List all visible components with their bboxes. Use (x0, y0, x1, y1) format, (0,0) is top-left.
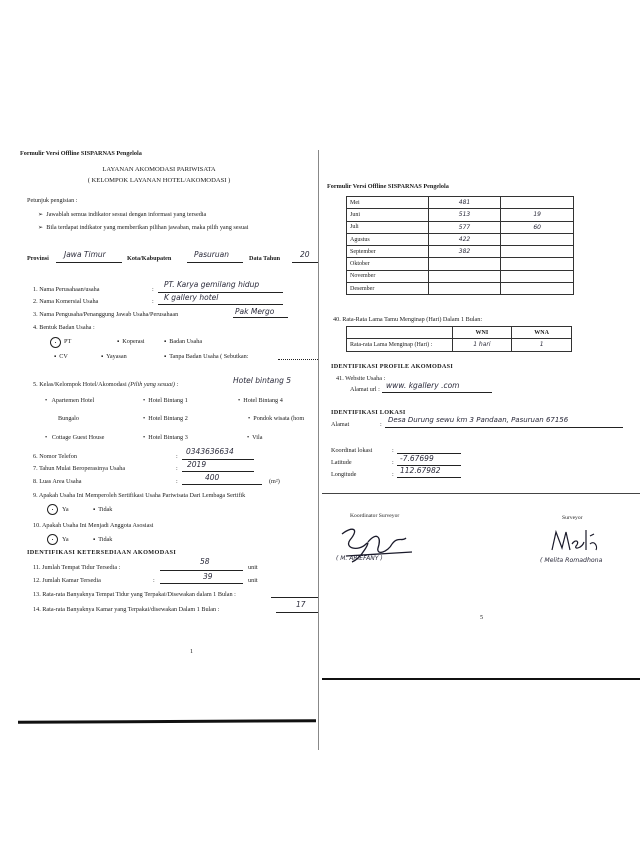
month-row (347, 283, 574, 295)
col-wni: WNI (452, 327, 512, 339)
avg-stay-row-label: Rata-rata Lama Menginap (Hari) : (347, 339, 453, 351)
city-value: Pasuruan (194, 250, 229, 259)
unit-label: unit (248, 577, 258, 584)
month-wna-value: 60 (501, 221, 574, 233)
page-number: 5 (480, 614, 484, 621)
class-option: • Hotel Bintang 4 (238, 397, 283, 404)
month-wni-value: 422 (428, 233, 501, 245)
selected-option-marker: • (47, 504, 58, 515)
lon-value: 112.67982 (400, 466, 441, 475)
left-form-page: Formulir Versi Offline SISPARNAS Pengelola LAYANAN AKOMODASI PARIWISATA ( KELOMPOK LAYANAN HOTEL/AKOMODASI ) Petunjuk pengisian : ➢ Jawablah semua indikator sesuai dengan informasi yang tersedia ➢ Bila terdapat indikator yang memberikan pilihan jawaban, maka pilih yang sesuai Provinsi Jawa Timur Kota/Kabupaten Pasuruan Data Tahun 20 1. Nama Perusahaan/usaha : PT. Karya gemilang hidup 2. Nama Komersial Usaha : K gallery hotel 3. Nama Pengusaha/Penanggung Jawab Usaha/Perusahaan Pak Mergo 4. Bentuk Badan Usaha : • PT ▪ Koperasi ▪ Badan Usaha ▪ CV ▪ Yayasan ▪ Tanpa Badan Usaha ( Sebutkan: 5. Kelas/Kelompok Hotel/Akomodasi (Pilih yang sesuai) : Hotel bintang 5 • Apartemen Hotel • Hotel Bintang 1 • Hotel Bintang 4 Bungalo • Hotel Bintang 2 • Pondok wisata (hom • Cottage Guest House • Hotel Bintang 3 • Vila 6. Nomor Telefon : 0343636634 7. Tahun Mulai Beroperasinya Usaha : 2019 8. Luas Area Usaha : 400 (m²) 9. Apakah Usaha Ini Memperoleh Sertifikasi Usaha Pariwisata Dari Lembaga Sertifik • Ya ▪ Tidak 10. Apakah Usaha Ini Menjadi Anggota Asosiasi • Ya ▪ Tidak IDENTIFIKASI KETERSEDIAAN AKOMODASI 11. Jumlah Tempat Tidur Tersedia : 58 unit 12. Jumlah Kamar Tersedia : 39 unit 13. Rata-rata Banyaknya Tempat Tidur yang Terpakai/Disewakan dalam 1 Bulan : 14. Rata-rata Banyaknya Kamar yang Terpakai/disewakan Dalam 1 Bulan : 17 1 (0, 0, 318, 843)
month-row (347, 270, 574, 282)
selected-option-marker: • (47, 534, 58, 545)
month-row (347, 258, 574, 270)
url-value: www. kgallery .com (386, 381, 460, 390)
col-wna: WNA (512, 327, 572, 339)
month-name: November (347, 270, 429, 282)
q3-value: Pak Mergo (235, 307, 275, 316)
month-row (347, 246, 574, 258)
page-divider (318, 150, 319, 750)
surveyor-name: ( Melita Romadhona (540, 557, 603, 564)
instruction-item: ➢ Jawablah semua indikator sesuai dengan informasi yang tersedia (38, 211, 207, 218)
q11-label: 11. Jumlah Tempat Tidur Tersedia : (33, 564, 121, 571)
class-option: • Hotel Bintang 1 (143, 397, 188, 404)
class-option: • Hotel Bintang 3 (143, 434, 188, 441)
month-wni-value: 481 (428, 197, 501, 209)
month-wni-value: 513 (428, 209, 501, 221)
instruction-item: ➢ Bila terdapat indikator yang memberikan pilihan jawaban, maka pilih yang sesuai (38, 224, 249, 231)
scan-edge (322, 678, 640, 680)
q6-value: 0343636634 (186, 447, 234, 456)
option-cv: ▪ CV (54, 353, 68, 360)
city-label: Kota/Kabupaten (127, 255, 172, 262)
class-option: • Cottage Guest House (45, 434, 105, 441)
class-option: • Hotel Bintang 2 (143, 415, 188, 422)
monthly-guest-table (346, 196, 574, 295)
q13-label: 13. Rata-rata Banyaknya Tempat Tidur yang Terpakai/Disewakan dalam 1 Bulan : (33, 591, 236, 598)
month-name: Agustus (347, 233, 429, 245)
month-name: Juni (347, 209, 429, 221)
q11-value: 58 (200, 557, 210, 566)
q3-label: 3. Nama Pengusaha/Penanggung Jawab Usaha/Perusahaan (33, 311, 179, 318)
class-option: Bungalo (58, 415, 79, 422)
lat-label: Latitude (331, 459, 352, 466)
q8-label: 8. Luas Area Usaha (33, 478, 82, 485)
class-option: • Vila (247, 434, 263, 441)
month-wna-value (501, 233, 574, 245)
month-row (347, 209, 574, 221)
month-wni-value: 577 (428, 221, 501, 233)
section-title: IDENTIFIKASI KETERSEDIAAN AKOMODASI (27, 549, 177, 556)
q12-value: 39 (203, 572, 213, 581)
coord-label: Koordinat lokasi (331, 447, 373, 454)
option-yes: Ya (62, 506, 69, 513)
empty-header-cell (347, 327, 453, 339)
scan-edge (18, 719, 316, 724)
lon-label: Longitude (331, 471, 357, 478)
surveyor-label: Surveyor (562, 515, 583, 521)
month-row (347, 221, 574, 233)
q1-value: PT. Karya gemilang hidup (164, 280, 260, 289)
month-wna-value (501, 270, 574, 282)
month-wna-value (501, 197, 574, 209)
q9-label: 9. Apakah Usaha Ini Memperoleh Sertifikasi Usaha Pariwisata Dari Lembaga Sertifik (33, 492, 246, 499)
month-wni-value (428, 258, 501, 270)
avg-stay-table (346, 326, 572, 352)
option-koperasi: ▪ Koperasi (117, 338, 145, 345)
province-value: Jawa Timur (64, 250, 106, 259)
month-wni-value (428, 283, 501, 295)
q4-label: 4. Bentuk Badan Usaha : (33, 324, 95, 331)
month-wna-value (501, 283, 574, 295)
option-yayasan: ▪ Yayasan (101, 353, 127, 360)
q7-value: 2019 (187, 460, 207, 469)
avg-stay-wna: 1 (512, 339, 572, 351)
province-label: Provinsi (27, 255, 49, 262)
surveyor-signature (546, 524, 606, 558)
option-pt: PT (64, 338, 72, 345)
address-label: Alamat (331, 421, 350, 428)
month-wna-value (501, 246, 574, 258)
unit-label: unit (248, 564, 258, 571)
q5-value: Hotel bintang 5 (233, 376, 292, 385)
group-title: ( KELOMPOK LAYANAN HOTEL/AKOMODASI ) (87, 177, 231, 184)
month-name: September (347, 246, 429, 258)
month-wni-value: 382 (428, 246, 501, 258)
address-value: Desa Durung sewu km 3 Pandaan, Pasuruan 67156 (388, 416, 569, 424)
month-name: Mei (347, 197, 429, 209)
instructions-label: Petunjuk pengisian : (27, 197, 78, 204)
q40-label: 40. Rata-Rata Lama Tamu Menginap (Hari) Dalam 1 Bulan: (333, 316, 483, 323)
lat-value: -7.67699 (400, 454, 434, 463)
option-no: ▪ Tidak (93, 536, 113, 543)
page-number: 1 (190, 648, 194, 655)
selected-option-marker: • (50, 337, 61, 348)
location-section-title: IDENTIFIKASI LOKASI (331, 409, 406, 416)
q2-value: K gallery hotel (164, 293, 219, 302)
q1-label: 1. Nama Perusahaan/usaha (33, 286, 100, 293)
service-title: LAYANAN AKOMODASI PARIWISATA (102, 166, 216, 173)
q7-label: 7. Tahun Mulai Beroperasinya Usaha (33, 465, 126, 472)
q8-value: 400 (205, 473, 220, 482)
class-option: • Apartemen Hotel (45, 397, 95, 404)
form-title: Formulir Versi Offline SISPARNAS Pengelola (327, 183, 449, 190)
q2-label: 2. Nama Komersial Usaha (33, 298, 99, 305)
month-name: Desember (347, 283, 429, 295)
month-wna-value (501, 258, 574, 270)
url-label: Alamat url : (350, 386, 380, 393)
option-yes: Ya (62, 536, 69, 543)
month-row (347, 197, 574, 209)
year-value: 20 (300, 250, 310, 259)
q14-label: 14. Rata-rata Banyaknya Kamar yang Terpakai/disewakan Dalam 1 Bulan : (33, 606, 220, 613)
right-form-page: Formulir Versi Offline SISPARNAS Pengelola Mei 481 Juni 513 19 Juli 577 60 Agustus 422 September 382 Oktober November Desember 40. Rata-Rata Lama Tamu Menginap (Hari) Dalam 1 Bulan: WNI WNA Rata-rata Lama Menginap (Hari) : 1 hari 1 IDENTIFIKASI PROFILE AKOMODASI 41. Website Usaha : Alamat url : www. kgallery .com IDENTIFIKASI LOKASI Alamat : Desa Durung sewu km 3 Pandaan, Pasuruan 67156 Koordinat lokasi : Latitude : -7.67699 Longitude : 112.67982 Koordinator Surveyor ( M. ARIEFANY ) Surveyor ( Melita Romadhona 5 (322, 150, 640, 695)
month-wni-value (428, 270, 501, 282)
q41-label: 41. Website Usaha : (336, 375, 386, 382)
q5-label: 5. Kelas/Kelompok Hotel/Akomodasi (Pilih yang sesuai) : (33, 381, 179, 388)
month-row (347, 233, 574, 245)
option-tanpa-badan-usaha: ▪ Tanpa Badan Usaha ( Sebutkan: (164, 353, 249, 360)
option-no: ▪ Tidak (93, 506, 113, 513)
q6-label: 6. Nomor Telefon (33, 453, 77, 460)
option-badan-usaha: ▪ Badan Usaha (164, 338, 203, 345)
form-title: Formulir Versi Offline SISPARNAS Pengelola (20, 150, 142, 157)
year-label: Data Tahun (249, 255, 281, 262)
profile-section-title: IDENTIFIKASI PROFILE AKOMODASI (331, 363, 454, 370)
q8-unit: (m²) (269, 478, 280, 485)
q12-label: 12. Jumlah Kamar Tersedia (33, 577, 101, 584)
coordinator-label: Koordinator Surveyor (350, 513, 400, 519)
month-name: Juli (347, 221, 429, 233)
avg-stay-wni: 1 hari (452, 339, 512, 351)
coordinator-name: ( M. ARIEFANY ) (336, 555, 383, 562)
month-wna-value: 19 (501, 209, 574, 221)
month-name: Oktober (347, 258, 429, 270)
q14-value: 17 (296, 600, 306, 609)
q10-label: 10. Apakah Usaha Ini Menjadi Anggota Asosiasi (33, 522, 154, 529)
class-option: • Pondok wisata (hom (248, 415, 305, 422)
